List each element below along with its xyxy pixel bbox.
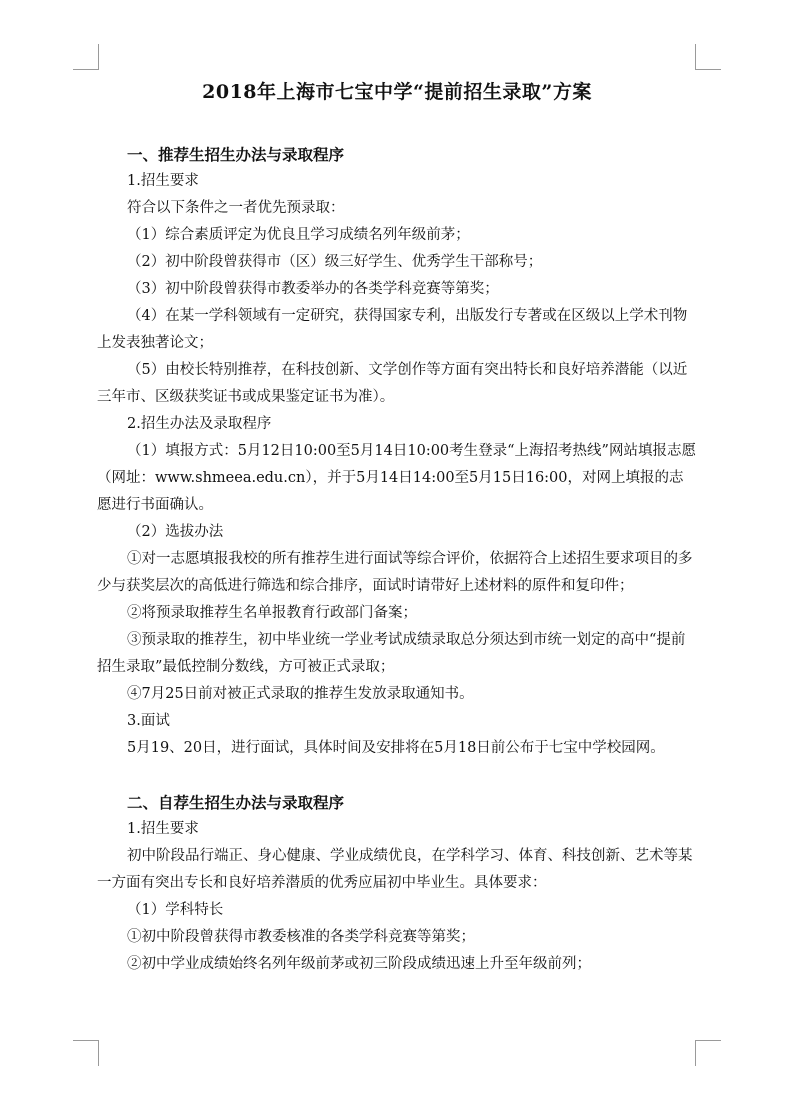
paragraph: ①初中阶段曾获得市教委核准的各类学科竞赛等第奖； <box>127 929 475 945</box>
paragraph: ①对一志愿填报我校的所有推荐生进行面试等综合评价，依据符合上述招生要求项目的多少与获奖层次的高低进行筛选和综合排序，面试时请带好上述材料的原件和复印件； <box>97 551 693 594</box>
paragraph: ④7月25日前对被正式录取的推荐生发放录取通知书。 <box>127 686 474 702</box>
paragraph: ③预录取的推荐生，初中毕业统一学业考试成绩录取总分须达到市统一划定的高中“提前招生录取”最低控制分数线，方可被正式录取； <box>97 632 686 675</box>
paragraph: （1）填报方式：5月12日10:00至5月14日10:00考生登录“上海招考热线”网站填报志愿（网址：www.shmeea.edu.cn），并于5月14日14:00至5月15日16:00，对网上填报的志愿进行书面确认。 <box>97 443 696 513</box>
paragraph: 1.招生要求 <box>127 173 199 189</box>
paragraph: 符合以下条件之一者优先预录取： <box>127 200 345 216</box>
paragraph: 5月19、20日，进行面试，具体时间及安排将在5月18日前公布于七宝中学校园网。 <box>127 740 665 756</box>
paragraph: （1）学科特长 <box>127 902 224 918</box>
crop-mark-bottom-right <box>695 1040 721 1066</box>
paragraph: （2）选拔办法 <box>127 524 224 540</box>
paragraph: 3.面试 <box>127 713 170 729</box>
paragraph: ②初中学业成绩始终名列年级前茅或初三阶段成绩迅速上升至年级前列； <box>127 956 591 972</box>
paragraph: （1）综合素质评定为优良且学习成绩名列年级前茅； <box>127 227 470 243</box>
document-title: 2018年上海市七宝中学“提前招生录取”方案 <box>202 81 592 103</box>
paragraph: ②将预录取推荐生名单报教育行政部门备案； <box>127 605 417 621</box>
paragraph: （4）在某一学科领域有一定研究，获得国家专利，出版发行专著或在区级以上学术刊物上发表独著论文； <box>97 308 688 351</box>
crop-mark-bottom-left <box>73 1040 99 1066</box>
paragraph: （3）初中阶段曾获得市教委举办的各类学科竞赛等第奖； <box>127 281 499 297</box>
crop-mark-top-left <box>73 44 99 70</box>
document-body <box>97 72 697 978</box>
section1-heading: 一、推荐生招生办法与录取程序 <box>127 145 345 164</box>
paragraph: 初中阶段品行端正、身心健康、学业成绩优良，在学科学习、体育、科技创新、艺术等某一方面有突出专长和良好培养潜质的优秀应届初中毕业生。具体要求： <box>97 848 693 891</box>
paragraph: （2）初中阶段曾获得市（区）级三好学生、优秀学生干部称号； <box>127 254 543 270</box>
section2-heading: 二、自荐生招生办法与录取程序 <box>127 793 345 812</box>
paragraph: 1.招生要求 <box>127 821 199 837</box>
paragraph: 2.招生办法及录取程序 <box>127 416 272 432</box>
crop-mark-top-right <box>695 44 721 70</box>
paragraph: （5）由校长特别推荐，在科技创新、文学创作等方面有突出特长和良好培养潜能（以近三年市、区级获奖证书或成果鉴定证书为准）。 <box>97 362 688 405</box>
